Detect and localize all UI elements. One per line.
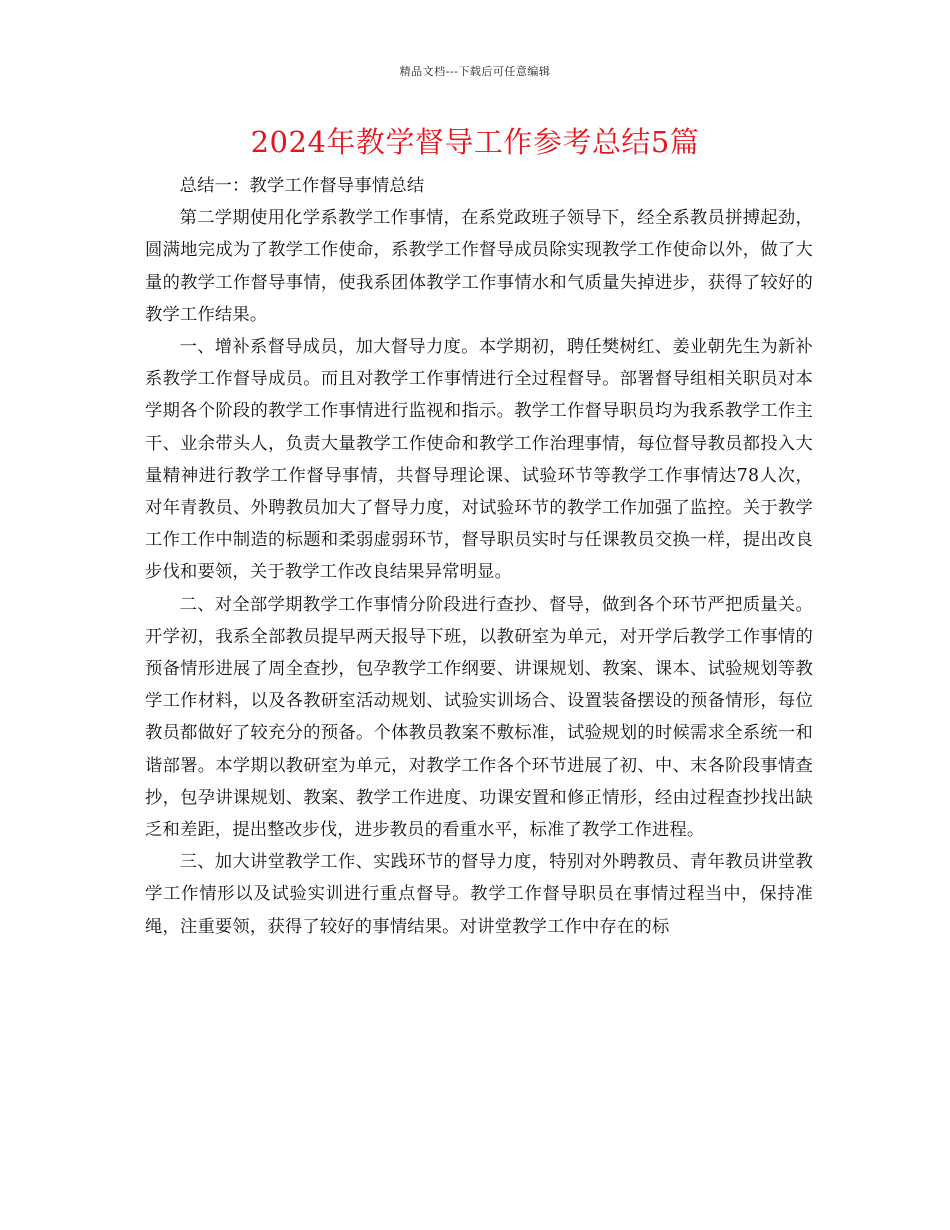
document-body	[145, 170, 813, 943]
header-note: 精品文档---下载后可任意编辑	[399, 65, 551, 78]
document-title: 2024年教学督导工作参考总结5篇	[250, 125, 700, 159]
paragraph: 一、增补系督导成员，加大督导力度。本学期初，聘任樊树红、姜业朝先生为新补系教学工作督导成员。而且对教学工作事情进行全过程督导。部署督导组相关职员对本学期各个阶段的教学工作事情进行监视和指示。教学工作督导职员均为我系教学工作主干、业余带头人，负责大量教学工作使命和教学工作治理事情，每位督导教员都投入大量精神进行教学工作督导事情，共督导理论课、试验环节等教学工作事情达78人次，对年青教员、外聘教员加大了督导力度，对试验环节的教学工作加强了监控。关于教学工作工作中制造的标题和柔弱虚弱环节，督导职员实时与任课教员交换一样，提出改良步伐和要领，关于教学工作改良结果异常明显。	[145, 337, 813, 583]
paragraph: 二、对全部学期教学工作事情分阶段进行查抄、督导，做到各个环节严把质量关。开学初，我系全部教员提早两天报导下班，以教研室为单元，对开学后教学工作事情的预备情形进展了周全查抄，包孕教学工作纲要、讲课规划、教案、课本、试验规划等教学工作材料，以及各教研室活动规划、试验实训场合、设置装备摆设的预备情形，每位教员都做好了较充分的预备。个体教员教案不敷标准，试验规划的时候需求全系统一和谐部署。本学期以教研室为单元，对教学工作各个环节进展了初、中、末各阶段事情查抄，包孕讲课规划、教案、教学工作进度、功课安置和修正情形，经由过程查抄找出缺乏和差距，提出整改步伐，进步教员的看重水平，标准了教学工作进程。	[145, 594, 813, 841]
paragraph: 第二学期使用化学系教学工作事情，在系党政班子领导下，经全系教员拼搏起劲，圆满地完成为了教学工作使命，系教学工作督导成员除实现教学工作使命以外，做了大量的教学工作督导事情，使我系团体教学工作事情水和气质量失掉进步，获得了较好的教学工作结果。	[145, 208, 813, 325]
paragraph: 三、加大讲堂教学工作、实践环节的督导力度，特别对外聘教员、青年教员讲堂教学工作情形以及试验实训进行重点督导。教学工作督导职员在事情过程当中，保持准绳，注重要领，获得了较好的事情结果。对讲堂教学工作中存在的标	[145, 852, 813, 937]
section-subtitle: 总结一：教学工作督导事情总结	[179, 176, 425, 196]
